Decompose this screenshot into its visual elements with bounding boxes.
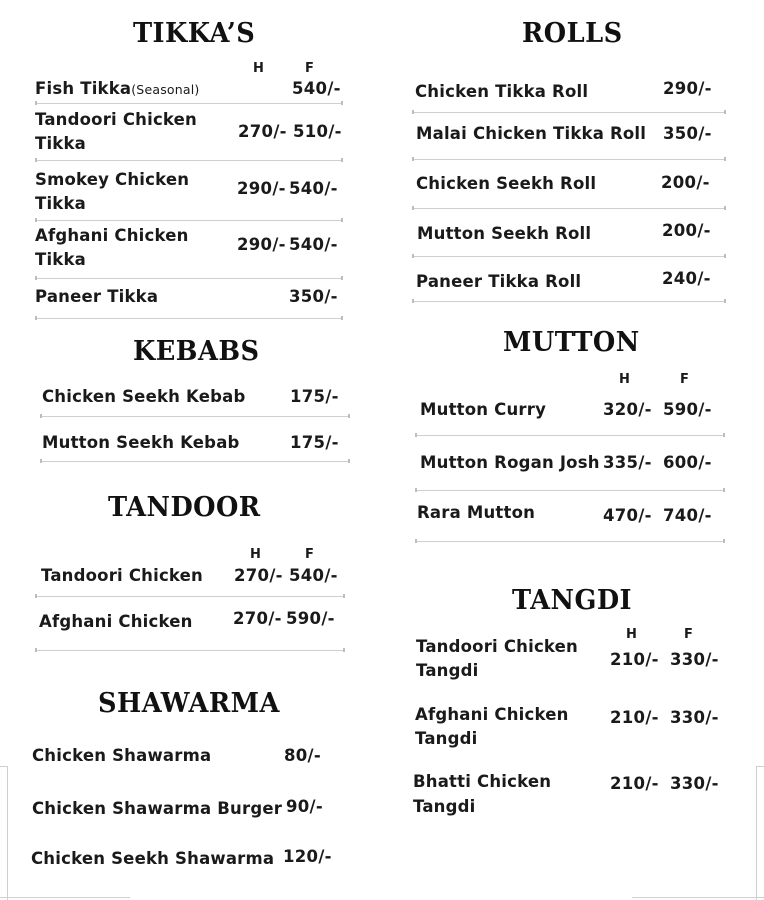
frame-line — [0, 897, 130, 898]
menu-item-half-price: 470/- — [603, 506, 652, 525]
divider — [415, 435, 725, 436]
menu-item-full-price: 600/- — [663, 453, 712, 472]
menu-item-price: 175/- — [290, 387, 339, 406]
menu-item-full-price: 330/- — [670, 708, 719, 727]
menu-item-name: Rara Mutton — [417, 503, 536, 522]
menu-item-name-line2: Tikka — [35, 194, 86, 213]
menu-item-price: 200/- — [662, 221, 711, 240]
menu-item-name: Malai Chicken Tikka Roll — [416, 124, 647, 143]
full-label: F — [305, 547, 314, 562]
menu-item-half-price: 320/- — [603, 400, 652, 419]
menu-item-name: Chicken Seekh Roll — [416, 174, 597, 193]
half-label: H — [250, 547, 261, 562]
menu-item-full-price: 540/- — [289, 235, 338, 254]
menu-item-price: 90/- — [286, 797, 324, 816]
section-title-kebabs: KEBABS — [133, 336, 260, 367]
divider — [35, 220, 343, 221]
menu-item-half-price: 290/- — [237, 179, 286, 198]
menu-item-half-price: 210/- — [610, 650, 659, 669]
divider — [35, 596, 345, 597]
menu-item-price: 80/- — [284, 746, 322, 765]
frame-line — [7, 766, 8, 900]
menu-item-half-price: 270/- — [233, 609, 282, 628]
half-label: H — [619, 372, 630, 387]
menu-item-name-line2: Tangdi — [413, 797, 476, 816]
full-label: F — [680, 372, 689, 387]
menu-item-price: 200/- — [661, 173, 710, 192]
menu-item-price: 350/- — [663, 124, 712, 143]
menu-item-name: Chicken Tikka Roll — [415, 82, 589, 101]
menu-item-name: Afghani Chicken — [39, 612, 193, 631]
menu-item-half-price: 210/- — [610, 708, 659, 727]
menu-item-half-price: 335/- — [603, 453, 652, 472]
divider — [415, 490, 725, 491]
divider — [412, 256, 726, 257]
menu-item-half-price: 270/- — [238, 122, 287, 141]
divider — [40, 461, 350, 462]
divider — [35, 103, 343, 104]
divider — [40, 416, 350, 417]
menu-item-half-price: 270/- — [234, 566, 283, 585]
full-label: F — [305, 61, 314, 76]
half-label: H — [253, 61, 264, 76]
menu-item-name: Tandoori Chicken — [41, 566, 203, 585]
menu-item-name-line2: Tikka — [35, 250, 86, 269]
menu-item-name: Chicken Seekh Kebab — [42, 387, 246, 406]
full-label: F — [684, 627, 693, 642]
frame-line — [632, 897, 764, 898]
divider — [412, 301, 726, 302]
menu-item-price: 350/- — [289, 287, 338, 306]
section-title-tikka: TIKKA’S — [133, 18, 256, 49]
frame-line — [756, 766, 757, 900]
menu-item-price: 290/- — [663, 79, 712, 98]
menu-item-name: Mutton Curry — [420, 400, 547, 419]
menu-item-name: Afghani Chicken — [35, 226, 189, 245]
section-title-rolls: ROLLS — [522, 18, 623, 49]
menu-item-full-price: 330/- — [670, 650, 719, 669]
menu-item-price: 120/- — [283, 847, 332, 866]
divider — [35, 160, 343, 161]
menu-item-full-price: 740/- — [663, 506, 712, 525]
menu-item-full-price: 540/- — [292, 79, 341, 98]
menu-item-full-price: 510/- — [293, 122, 342, 141]
menu-item-price: 240/- — [662, 269, 711, 288]
menu-item-full-price: 540/- — [289, 566, 338, 585]
divider — [412, 208, 726, 209]
menu-item-name: Chicken Shawarma — [32, 746, 212, 765]
menu-item-full-price: 540/- — [289, 179, 338, 198]
menu-item-name: Chicken Shawarma Burger — [32, 799, 283, 818]
divider — [412, 112, 726, 113]
menu-item-half-price: 210/- — [610, 774, 659, 793]
menu-item-name: Paneer Tikka Roll — [416, 272, 582, 291]
section-title-tandoor: TANDOOR — [108, 492, 261, 523]
menu-item-half-price: 290/- — [237, 235, 286, 254]
menu-item-name: Paneer Tikka — [35, 287, 159, 306]
menu-item-name: Tandoori Chicken — [35, 110, 197, 129]
menu-item-full-price: 590/- — [286, 609, 335, 628]
menu-item-name: Mutton Rogan Josh — [420, 453, 600, 472]
divider — [35, 650, 345, 651]
menu-item-name-line2: Tikka — [35, 134, 86, 153]
menu-item-price: 175/- — [290, 433, 339, 452]
section-title-tangdi: TANGDI — [512, 585, 633, 616]
menu-item-name: Bhatti Chicken — [413, 772, 552, 791]
menu-item-name: Tandoori Chicken — [416, 637, 578, 656]
menu-item-name: Chicken Seekh Shawarma — [31, 849, 275, 868]
divider — [35, 318, 343, 319]
divider — [35, 278, 343, 279]
menu-item-full-price: 590/- — [663, 400, 712, 419]
menu-item-name: Smokey Chicken — [35, 170, 190, 189]
frame-line — [756, 766, 764, 767]
menu-item-name-line2: Tangdi — [416, 661, 479, 680]
divider — [412, 159, 726, 160]
menu-item-name: Mutton Seekh Roll — [417, 224, 592, 243]
menu-item-name: Afghani Chicken — [415, 705, 569, 724]
menu-item-name: Fish Tikka(Seasonal) — [35, 79, 200, 98]
section-title-mutton: MUTTON — [503, 327, 640, 358]
divider — [415, 541, 725, 542]
section-title-shawarma: SHAWARMA — [98, 688, 280, 719]
half-label: H — [626, 627, 637, 642]
menu-item-name: Mutton Seekh Kebab — [42, 433, 240, 452]
menu-item-name-line2: Tangdi — [415, 729, 478, 748]
menu-item-full-price: 330/- — [670, 774, 719, 793]
